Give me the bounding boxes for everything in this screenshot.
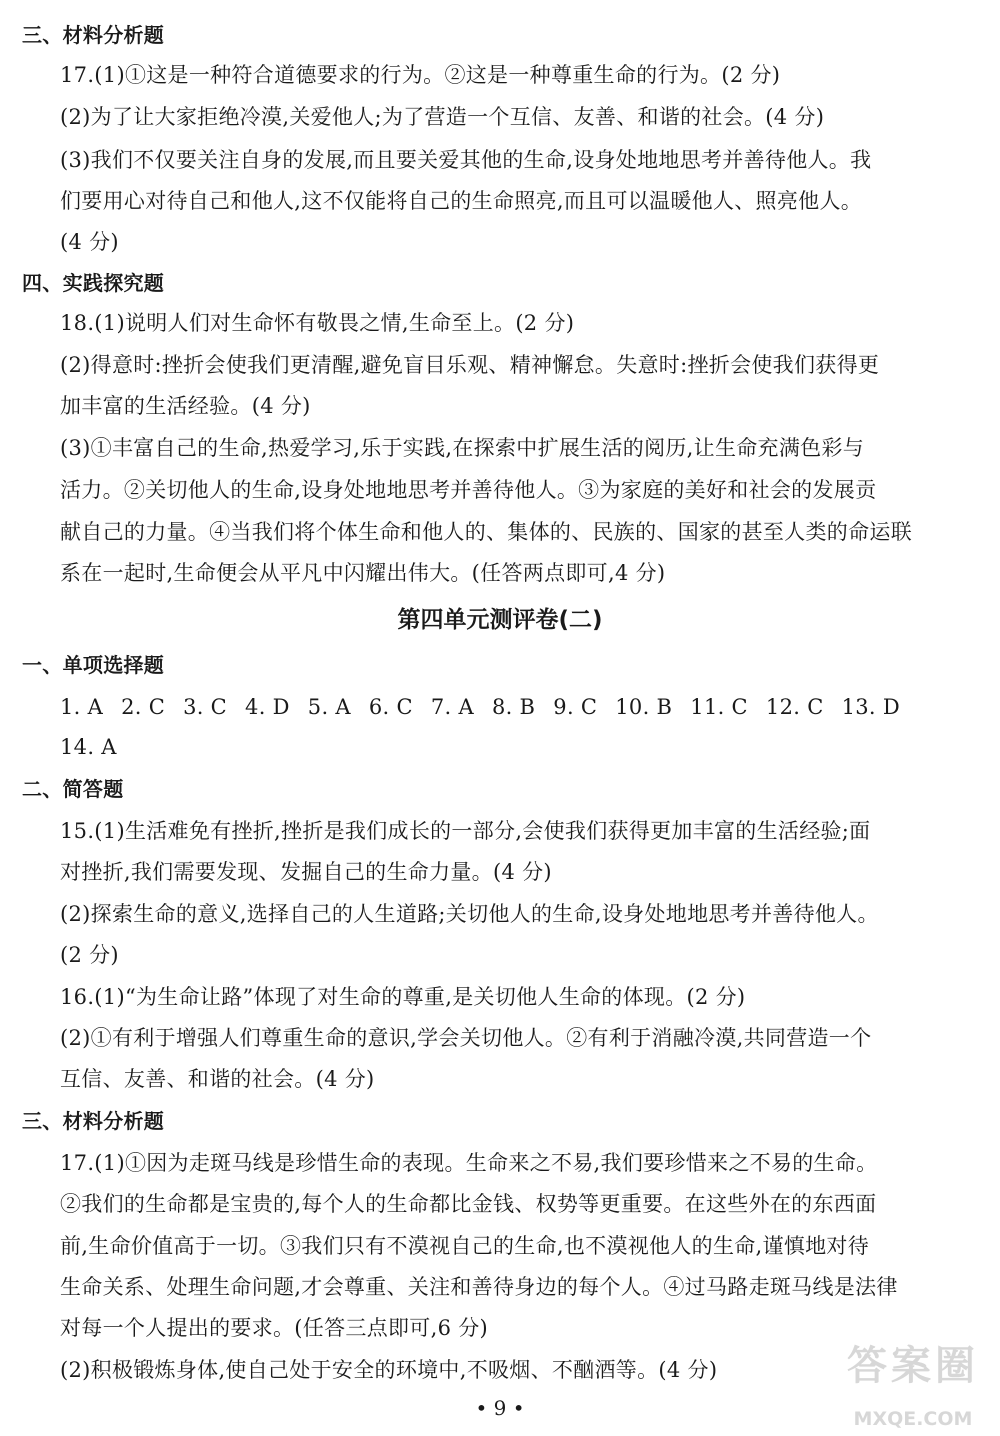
page-title: 第四单元测评卷(二) (397, 607, 603, 633)
answer-line: ②我们的生命都是宝贵的,每个人的生命都比金钱、权势等更重要。在这些外在的东西面 (60, 1192, 877, 1216)
answer-line: 15.(1)生活难免有挫折,挫折是我们成长的一部分,会使我们获得更加丰富的生活经验;面 (60, 819, 871, 843)
answer-line: (2)积极锻炼身体,使自己处于安全的环境中,不吸烟、不酗酒等。(4 分) (60, 1358, 718, 1382)
choice-answer: 4. D (245, 695, 290, 719)
choice-answer: 1. A (60, 695, 104, 719)
answer-line: (4 分) (60, 230, 119, 254)
choice-answer: 5. A (307, 695, 351, 719)
choice-answer: 13. D (841, 695, 900, 719)
answer-line: 18.(1)说明人们对生命怀有敬畏之情,生命至上。(2 分) (60, 311, 575, 335)
watermark-url: MXQE.COM (853, 1408, 973, 1430)
answer-line: (2 分) (60, 943, 119, 967)
choice-answer: 2. C (121, 695, 166, 719)
choice-answer: 9. C (553, 695, 598, 719)
answer-line: (2)①有利于增强人们尊重生命的意识,学会关切他人。②有利于消融冷漠,共同营造一个 (60, 1026, 872, 1050)
choice-answer: 14. A (60, 735, 117, 759)
answer-line: (2)得意时:挫折会使我们更清醒,避免盲目乐观、精神懈怠。失意时:挫折会使我们获得更 (60, 353, 880, 377)
answer-line: 17.(1)①因为走斑马线是珍惜生命的表现。生命来之不易,我们要珍惜来之不易的生命。 (60, 1151, 878, 1175)
section-heading-material-analysis: 三、材料分析题 (22, 23, 165, 47)
choice-answer: 8. B (491, 695, 536, 719)
answer-line: 对挫折,我们需要发现、发掘自己的生命力量。(4 分) (60, 860, 552, 884)
section-heading-single-choice: 一、单项选择题 (22, 653, 165, 677)
choice-answers-row (60, 692, 918, 722)
answer-line: 生命关系、处理生命问题,才会尊重、关注和善待身边的每个人。④过马路走斑马线是法律 (60, 1275, 898, 1299)
answer-line: 对每一个人提出的要求。(任答三点即可,6 分) (60, 1316, 488, 1340)
choice-answer: 11. C (690, 695, 748, 719)
answer-line: (3)我们不仅要关注自身的发展,而且要关爱其他的生命,设身处地地思考并善待他人。我 (60, 148, 872, 172)
answer-line: (2)为了让大家拒绝冷漠,关爱他人;为了营造一个互信、友善、和谐的社会。(4 分) (60, 105, 825, 129)
choice-answer: 7. A (430, 695, 474, 719)
choice-answer: 3. C (183, 695, 228, 719)
watermark-logo-text: 答案圈 (847, 1343, 979, 1389)
choice-answer: 12. C (765, 695, 824, 719)
answer-line: 17.(1)①这是一种符合道德要求的行为。②这是一种尊重生命的行为。(2 分) (60, 63, 781, 87)
answer-line: 系在一起时,生命便会从平凡中闪耀出伟大。(任答两点即可,4 分) (60, 561, 666, 585)
answer-line: 们要用心对待自己和他人,这不仅能将自己的生命照亮,而且可以温暖他人、照亮他人。 (60, 189, 863, 213)
page-number: • 9 • (475, 1396, 525, 1420)
answer-line: 前,生命价值高于一切。③我们只有不漠视自己的生命,也不漠视他人的生命,谨慎地对待 (60, 1234, 870, 1258)
answer-line: (2)探索生命的意义,选择自己的人生道路;关切他人的生命,设身处地地思考并善待他人。 (60, 902, 879, 926)
section-heading-material-analysis: 三、材料分析题 (22, 1109, 165, 1133)
choice-answer: 10. B (615, 695, 673, 719)
choice-answer: 6. C (368, 695, 413, 719)
answer-line: 献自己的力量。④当我们将个体生命和他人的、集体的、民族的、国家的甚至人类的命运联 (60, 520, 912, 544)
answer-line: 16.(1)“为生命让路”体现了对生命的尊重,是关切他人生命的体现。(2 分) (60, 985, 746, 1009)
answer-line: 互信、友善、和谐的社会。(4 分) (60, 1067, 375, 1091)
answer-line: 活力。②关切他人的生命,设身处地地思考并善待他人。③为家庭的美好和社会的发展贡 (60, 478, 877, 502)
section-heading-short-answer: 二、简答题 (22, 777, 124, 801)
answer-line: (3)①丰富自己的生命,热爱学习,乐于实践,在探索中扩展生活的阅历,让生命充满色彩与 (60, 436, 865, 460)
answer-line: 加丰富的生活经验。(4 分) (60, 394, 311, 418)
watermark-logo (838, 1334, 988, 1430)
section-heading-practice-inquiry: 四、实践探究题 (22, 271, 165, 295)
